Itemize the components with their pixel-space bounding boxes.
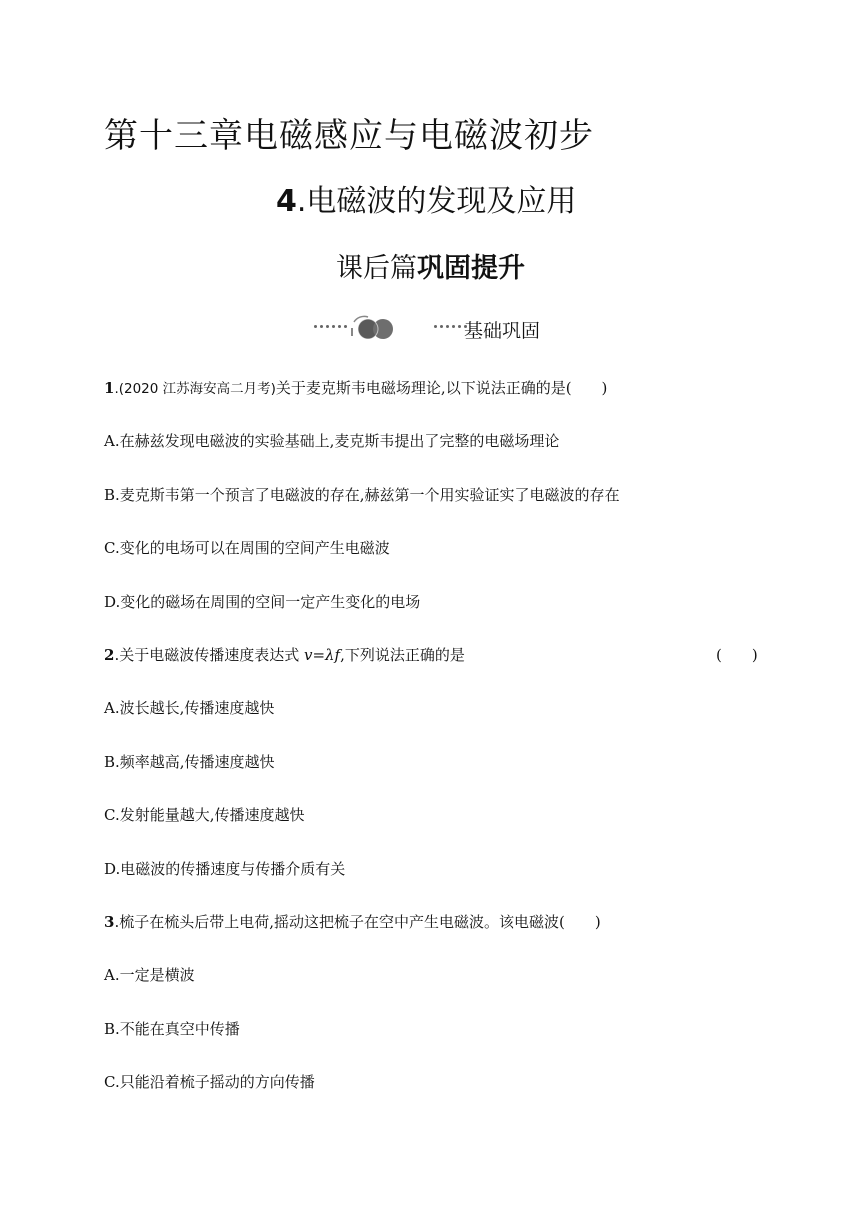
section-divider bbox=[312, 312, 572, 344]
option-a: A.一定是横波 bbox=[104, 966, 195, 985]
question-stem bbox=[104, 376, 784, 429]
subtitle-bold: 巩固提升 bbox=[417, 253, 525, 284]
option-b: B.不能在真空中传播 bbox=[104, 1019, 240, 1038]
double-circle-icon bbox=[348, 314, 400, 342]
section-number: 4 bbox=[276, 184, 297, 219]
option-c: C.变化的电场可以在周围的空间产生电磁波 bbox=[104, 539, 390, 558]
dots-left bbox=[314, 325, 347, 329]
option-a: A.在赫兹发现电磁波的实验基础上,麦克斯韦提出了完整的电磁场理论 bbox=[104, 432, 560, 451]
question-text: 关于麦克斯韦电磁场理论,以下说法正确的是( ) bbox=[275, 379, 608, 397]
question-stem bbox=[104, 910, 784, 963]
option-c: C.只能沿着梳子摇动的方向传播 bbox=[104, 1073, 315, 1092]
question-text-tail: ,下列说法正确的是 bbox=[340, 645, 465, 664]
option-b: B.麦克斯韦第一个预言了电磁波的存在,赫兹第一个用实验证实了电磁波的存在 bbox=[104, 485, 620, 504]
question-text: .关于电磁波传播速度表达式 bbox=[114, 645, 304, 664]
question-source: .(2020 江苏海安高二月考) bbox=[114, 381, 276, 397]
option-c: C.发射能量越大,传播速度越快 bbox=[104, 806, 305, 825]
question-text: .梳子在梳头后带上电荷,摇动这把梳子在空中产生电磁波。该电磁波( ) bbox=[114, 912, 601, 931]
option-d: D.变化的磁场在周围的空间一定产生变化的电场 bbox=[104, 592, 421, 611]
subtitle-normal: 课后篇 bbox=[336, 253, 417, 284]
subtitle bbox=[336, 246, 525, 285]
answer-parentheses: ( ) bbox=[716, 645, 758, 664]
question-stem bbox=[104, 643, 784, 696]
formula: v=λf bbox=[303, 645, 341, 664]
question-list bbox=[104, 376, 784, 1123]
section-title bbox=[276, 176, 576, 220]
section-name: .电磁波的发现及应用 bbox=[296, 184, 577, 219]
chapter-title: 第十三章电磁感应与电磁波初步 bbox=[104, 116, 594, 156]
dots-right bbox=[434, 325, 467, 329]
section-label-basic: 基础巩固 bbox=[464, 320, 541, 342]
option-b: B.频率越高,传播速度越快 bbox=[104, 752, 275, 771]
option-a: A.波长越长,传播速度越快 bbox=[104, 699, 275, 718]
option-d: D.电磁波的传播速度与传播介质有关 bbox=[104, 859, 346, 878]
question-number: 3 bbox=[104, 912, 115, 931]
question-number: 2 bbox=[104, 645, 115, 664]
question-number: 1 bbox=[104, 379, 115, 397]
